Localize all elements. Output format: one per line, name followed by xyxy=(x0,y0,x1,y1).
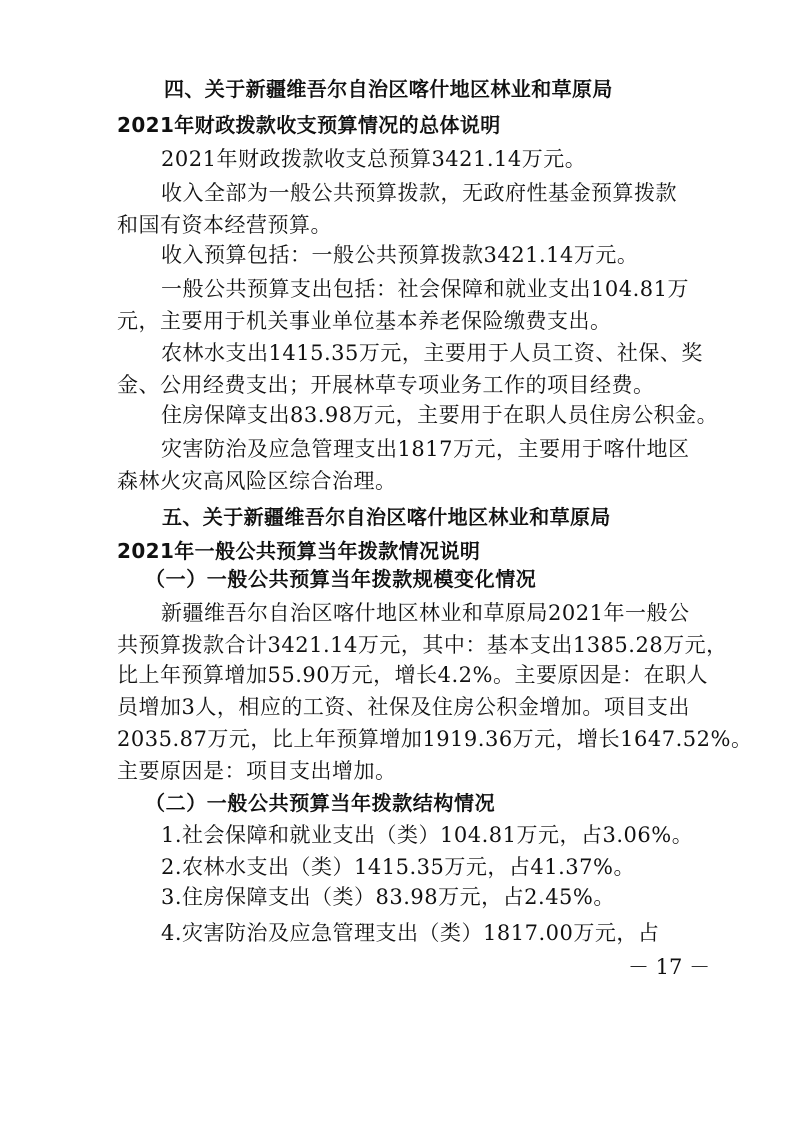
list-item: 2.农林水支出（类）1415.35万元，占41.37%。 xyxy=(161,855,635,879)
paragraph-line: 主要原因是：项目支出增加。 xyxy=(117,759,397,783)
paragraph-line: 2035.87万元，比上年预算增加1919.36万元，增长1647.52%。 xyxy=(117,727,753,751)
paragraph-line: 收入预算包括：一般公共预算拨款3421.14万元。 xyxy=(161,243,639,267)
subsection-2-title: （二）一般公共预算当年拨款结构情况 xyxy=(145,791,496,815)
subsection-1-title: （一）一般公共预算当年拨款规模变化情况 xyxy=(145,567,537,591)
section-4-heading-line-1: 四、关于新疆维吾尔自治区喀什地区林业和草原局 xyxy=(164,77,613,101)
paragraph-line: 和国有资本经营预算。 xyxy=(117,213,332,237)
paragraph-line: 2021年财政拨款收支总预算3421.14万元。 xyxy=(161,147,587,171)
paragraph-line: 农林水支出1415.35万元，主要用于人员工资、社保、奖 xyxy=(161,341,703,365)
paragraph-line: 比上年预算增加55.90万元，增长4.2%。主要原因是：在职人 xyxy=(117,663,708,687)
list-item: 3.住房保障支出（类）83.98万元，占2.45%。 xyxy=(161,885,615,909)
paragraph-line: 元，主要用于机关事业单位基本养老保险缴费支出。 xyxy=(117,309,612,333)
paragraph-line: 灾害防治及应急管理支出1817万元，主要用于喀什地区 xyxy=(161,437,690,461)
paragraph-line: 收入全部为一般公共预算拨款，无政府性基金预算拨款 xyxy=(161,181,677,205)
paragraph-line: 金、公用经费支出；开展林草专项业务工作的项目经费。 xyxy=(117,373,655,397)
section-5-heading-line-1: 五、关于新疆维吾尔自治区喀什地区林业和草原局 xyxy=(162,505,611,529)
list-item: 1.社会保障和就业支出（类）104.81万元，占3.06%。 xyxy=(161,823,694,847)
page-number: － 17 － xyxy=(628,955,711,979)
paragraph-line: 住房保障支出83.98万元，主要用于在职人员住房公积金。 xyxy=(161,403,719,427)
paragraph-line: 新疆维吾尔自治区喀什地区林业和草原局2021年一般公 xyxy=(161,601,690,625)
paragraph-line: 共预算拨款合计3421.14万元，其中：基本支出1385.28万元， xyxy=(117,633,728,657)
list-item: 4.灾害防治及应急管理支出（类）1817.00万元，占 xyxy=(161,921,660,945)
paragraph-line: 森林火灾高风险区综合治理。 xyxy=(117,469,397,493)
paragraph-line: 一般公共预算支出包括：社会保障和就业支出104.81万 xyxy=(161,277,689,301)
section-5-heading-line-2: 2021年一般公共预算当年拨款情况说明 xyxy=(117,539,481,563)
section-4-heading-line-2: 2021年财政拨款收支预算情况的总体说明 xyxy=(117,113,501,137)
paragraph-line: 员增加3人，相应的工资、社保及住房公积金增加。项目支出 xyxy=(117,695,690,719)
